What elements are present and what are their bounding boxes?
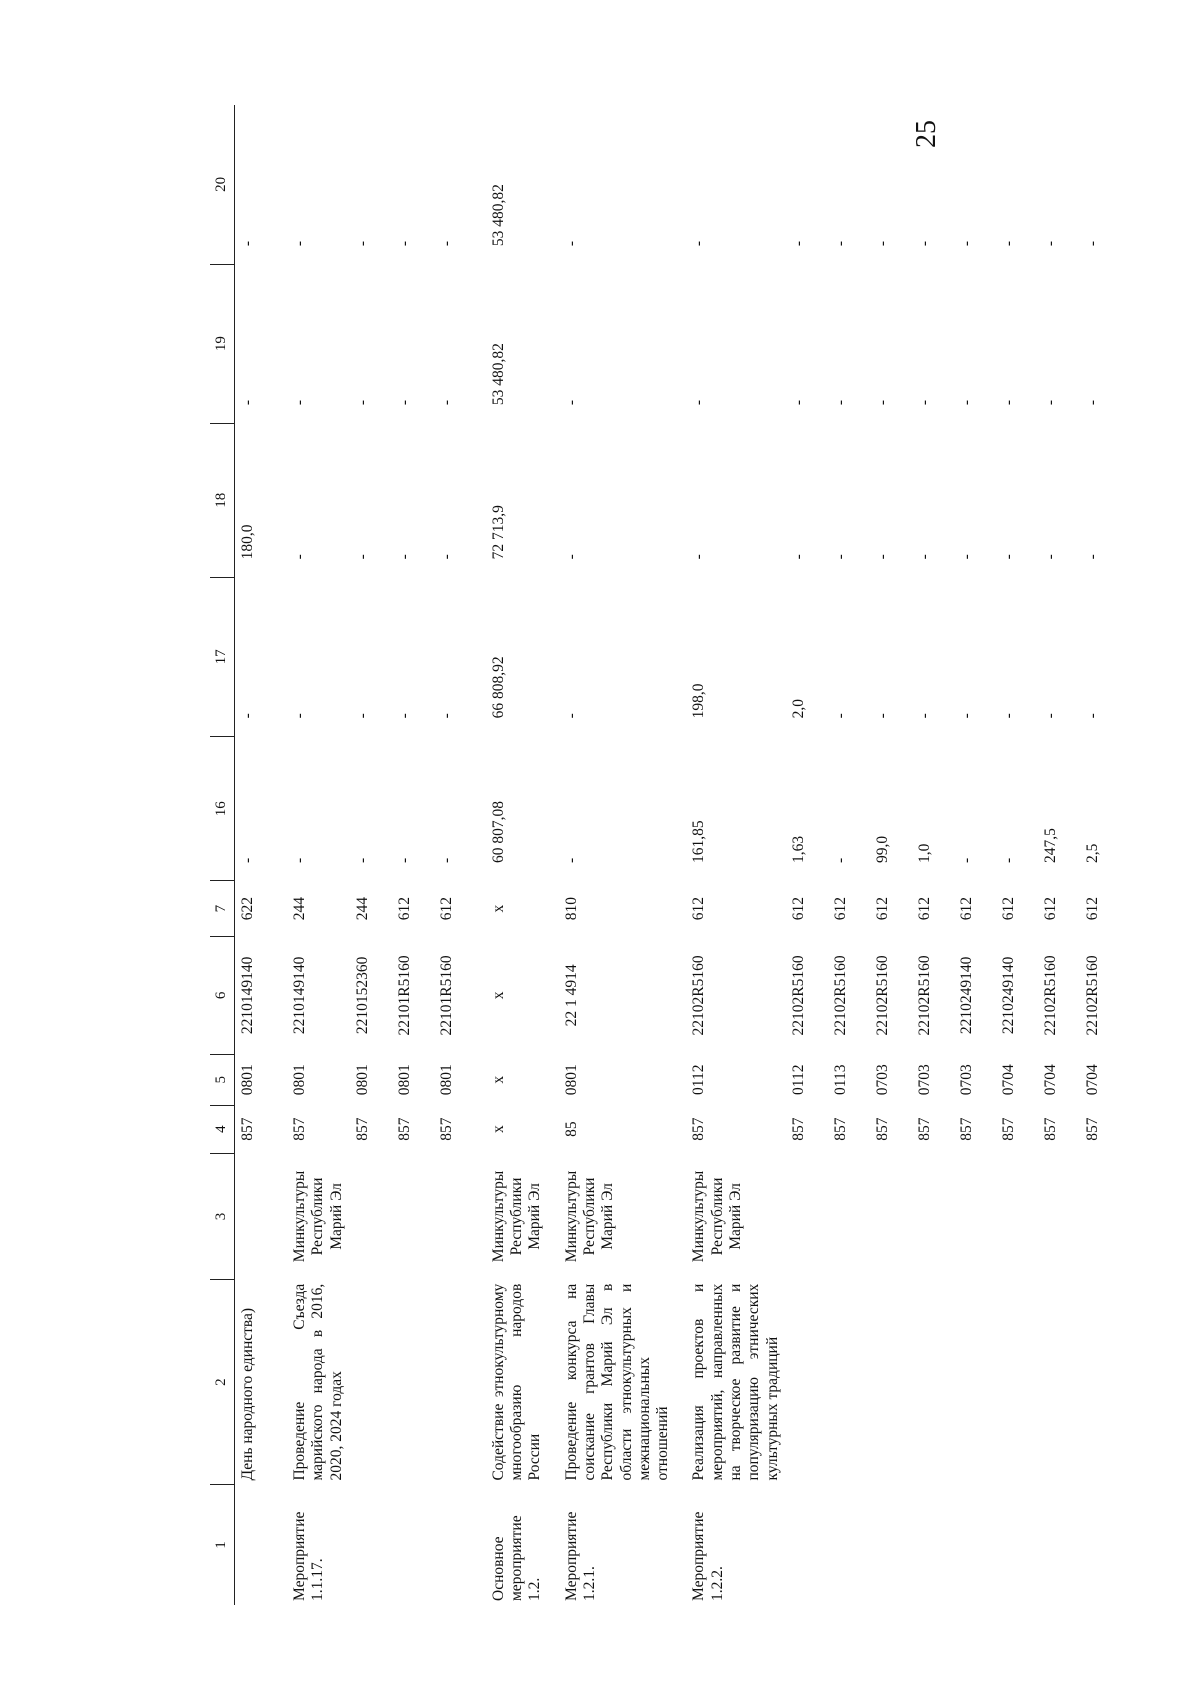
table-cell-c3: Минкультуры Республики Марий Эл <box>562 1170 617 1263</box>
table-cell-c6: 2210149140 <box>239 956 256 1035</box>
table-cell-c2 <box>786 1280 828 1485</box>
table-row <box>350 105 392 1605</box>
table-cell-c5: 0801 <box>562 1064 580 1096</box>
table-cell-c20: - <box>239 240 256 247</box>
table-cell-c20: - <box>915 240 933 247</box>
table-body <box>235 105 1122 1605</box>
table-cell-c6: 22102R5160 <box>1083 955 1101 1036</box>
header-cell: 17 <box>210 577 235 736</box>
table-cell-c18: - <box>353 554 371 560</box>
table-cell-c17: - <box>915 713 933 719</box>
table-cell-c7: 244 <box>291 897 308 921</box>
table-cell-c1 <box>912 1485 954 1605</box>
table-cell-c19: - <box>353 399 371 406</box>
table-cell-c16: - <box>562 857 580 863</box>
rotated-table-wrapper <box>210 105 1110 1605</box>
table-cell-c1 <box>392 1485 434 1605</box>
table-cell-c16: 1,63 <box>789 835 807 863</box>
header-cell: 3 <box>210 1153 235 1280</box>
table-cell-c3 <box>392 1153 434 1280</box>
table-cell-c2: Содействие этнокультурному многообразию народов России <box>489 1283 544 1481</box>
table-cell-c6: 22101R5160 <box>395 955 413 1036</box>
table-cell-c4: 857 <box>239 1117 256 1141</box>
table-cell-c1: Основное мероприятие 1.2. <box>489 1515 544 1601</box>
table-cell-c2: Реализация проектов и мероприятий, направленных на творческое развитие и популяризацию этнических культурных традиций <box>690 1283 781 1481</box>
table-cell-c1 <box>1080 1485 1122 1605</box>
table-cell-c20: - <box>999 240 1017 247</box>
table-cell-c7: 810 <box>562 897 580 921</box>
table-cell-c5: 0801 <box>291 1064 308 1096</box>
table-cell-c4: 857 <box>1041 1117 1059 1141</box>
table-cell-c4: 85 <box>562 1121 580 1137</box>
table-cell-c16: - <box>395 857 413 863</box>
table-cell-c3 <box>1038 1153 1080 1280</box>
table-row <box>1080 105 1122 1605</box>
table-cell-c6: 2210249140 <box>999 956 1017 1035</box>
table-row <box>549 105 677 1605</box>
table-cell-c7: 612 <box>915 897 933 921</box>
table-cell-c18: - <box>831 554 849 560</box>
table-cell-c5: 0703 <box>873 1064 891 1096</box>
table-cell-c20: 53 480,82 <box>489 184 507 247</box>
table-cell-c20: - <box>353 240 371 247</box>
table-cell-c4: 857 <box>1083 1117 1101 1141</box>
table-cell-c7: х <box>489 904 507 913</box>
table-cell-c5: 0704 <box>999 1064 1017 1096</box>
table-cell-c1 <box>350 1485 392 1605</box>
table-cell-c3: Минкультуры Республики Марий Эл <box>690 1170 744 1263</box>
table-cell-c17: 2,0 <box>789 699 807 719</box>
table-cell-c1 <box>996 1485 1038 1605</box>
table-cell-c1 <box>870 1485 912 1605</box>
table-cell-c3 <box>1080 1153 1122 1280</box>
table-cell-c6: 22102R5160 <box>1041 955 1059 1036</box>
table-cell-c1: Мероприятие 1.2.1. <box>562 1511 598 1601</box>
table-cell-c17: - <box>1041 713 1059 719</box>
table-cell-c7: 612 <box>831 897 849 921</box>
table-row <box>996 105 1038 1605</box>
budget-table <box>210 105 1122 1605</box>
table-cell-c16: - <box>957 857 975 863</box>
table-cell-c6: 2210152360 <box>353 956 371 1035</box>
table-cell-c5: 0112 <box>690 1064 708 1095</box>
table-cell-c17: - <box>1083 713 1101 719</box>
table-cell-c5: 0704 <box>1083 1064 1101 1096</box>
table-cell-c2 <box>1080 1280 1122 1485</box>
table-cell-c7: 612 <box>437 897 455 921</box>
table-cell-c16: - <box>999 857 1017 863</box>
table-row <box>786 105 828 1605</box>
table-cell-c3 <box>996 1153 1038 1280</box>
table-row <box>434 105 476 1605</box>
table-cell-c20: - <box>437 240 455 247</box>
table-cell-c2 <box>870 1280 912 1485</box>
header-cell: 18 <box>210 423 235 577</box>
table-cell-c5: 0801 <box>395 1064 413 1096</box>
table-cell-c19: - <box>562 399 580 406</box>
table-row <box>1038 105 1080 1605</box>
table-cell-c1 <box>434 1485 476 1605</box>
table-cell-c6: 22102R5160 <box>690 955 708 1036</box>
table-cell-c3 <box>350 1153 392 1280</box>
header-cell: 2 <box>210 1280 235 1485</box>
table-cell-c19: - <box>1083 399 1101 406</box>
table-cell-c17: - <box>239 713 256 719</box>
table-cell-c16: 2,5 <box>1083 843 1101 863</box>
table-cell-c2: Проведение Съезда марийского народа в 2016, 2020, 2024 годах <box>291 1283 345 1481</box>
table-cell-c17: - <box>353 713 371 719</box>
table-cell-c3 <box>912 1153 954 1280</box>
table-cell-c6: 2210149140 <box>291 956 308 1035</box>
table-cell-c5: х <box>489 1075 507 1084</box>
table-cell-c19: - <box>789 399 807 406</box>
table-cell-c16: - <box>437 857 455 863</box>
table-cell-c18: - <box>999 554 1017 560</box>
table-cell-c1: Мероприятие 1.2.2. <box>690 1511 726 1601</box>
table-cell-c19: - <box>437 399 455 406</box>
table-cell-c6: 22 1 4914 <box>562 964 580 1027</box>
table-cell-c5: 0801 <box>353 1064 371 1096</box>
table-cell-c18: - <box>1083 554 1101 560</box>
table-cell-c4: 857 <box>353 1117 371 1141</box>
table-row <box>954 105 996 1605</box>
table-cell-c7: 612 <box>789 897 807 921</box>
table-cell-c20: - <box>957 240 975 247</box>
table-cell-c3 <box>828 1153 870 1280</box>
table-cell-c19: - <box>291 399 308 406</box>
header-cell: 6 <box>210 936 235 1054</box>
table-cell-c18: - <box>291 554 308 560</box>
table-cell-c7: 244 <box>353 897 371 921</box>
table-cell-c2 <box>350 1280 392 1485</box>
table-cell-c4: 857 <box>831 1117 849 1141</box>
table-cell-c19: - <box>873 399 891 406</box>
table-cell-c20: - <box>873 240 891 247</box>
table-cell-c3 <box>786 1153 828 1280</box>
table-cell-c3 <box>235 1153 278 1280</box>
table-cell-c20: - <box>291 240 308 247</box>
table-cell-c19: - <box>957 399 975 406</box>
header-cell: 20 <box>210 105 235 264</box>
table-row <box>277 105 350 1605</box>
table-cell-c4: 857 <box>915 1117 933 1141</box>
table-cell-c2 <box>392 1280 434 1485</box>
table-cell-c18: - <box>957 554 975 560</box>
table-cell-c1 <box>786 1485 828 1605</box>
table-cell-c2 <box>954 1280 996 1485</box>
table-cell-c6: 22102R5160 <box>915 955 933 1036</box>
table-cell-c16: 99,0 <box>873 835 891 863</box>
table-cell-c6: 22101R5160 <box>437 955 455 1036</box>
table-cell-c3 <box>954 1153 996 1280</box>
header-row <box>210 105 235 1605</box>
table-cell-c6: 22102R5160 <box>831 955 849 1036</box>
table-cell-c4: 857 <box>690 1117 708 1141</box>
table-cell-c5: 0112 <box>789 1064 807 1095</box>
table-cell-c20: - <box>690 240 708 247</box>
table-cell-c20: - <box>789 240 807 247</box>
table-cell-c5: 0801 <box>239 1064 256 1096</box>
table-cell-c20: - <box>1083 240 1101 247</box>
table-cell-c18: - <box>395 554 413 560</box>
table-cell-c18: 180,0 <box>239 524 256 560</box>
table-cell-c18: - <box>690 554 708 560</box>
table-cell-c19: - <box>999 399 1017 406</box>
table-cell-c19: - <box>915 399 933 406</box>
table-cell-c4: 857 <box>789 1117 807 1141</box>
table-row <box>676 105 785 1605</box>
table-cell-c4: 857 <box>999 1117 1017 1141</box>
table-cell-c17: - <box>437 713 455 719</box>
table-cell-c6: х <box>489 991 507 1000</box>
table-cell-c7: 612 <box>1083 897 1101 921</box>
table-cell-c2 <box>828 1280 870 1485</box>
table-cell-c16: - <box>291 857 308 863</box>
table-cell-c18: - <box>789 554 807 560</box>
table-cell-c5: 0704 <box>1041 1064 1059 1096</box>
table-cell-c7: 612 <box>1041 897 1059 921</box>
table-cell-c17: 66 808,92 <box>489 656 507 719</box>
table-cell-c4: 857 <box>437 1117 455 1141</box>
table-cell-c17: - <box>957 713 975 719</box>
table-cell-c7: 612 <box>957 897 975 921</box>
header-cell: 1 <box>210 1485 235 1605</box>
table-cell-c7: 612 <box>873 897 891 921</box>
table-cell-c7: 612 <box>395 897 413 921</box>
table-cell-c2 <box>996 1280 1038 1485</box>
table-cell-c17: - <box>831 713 849 719</box>
table-row <box>476 105 549 1605</box>
page-number: 25 <box>911 120 942 148</box>
table-cell-c19: - <box>831 399 849 406</box>
header-cell: 5 <box>210 1054 235 1105</box>
table-cell-c3 <box>434 1153 476 1280</box>
table-cell-c4: 857 <box>291 1117 308 1141</box>
table-cell-c20: - <box>395 240 413 247</box>
table-cell-c19: - <box>690 399 708 406</box>
table-cell-c1 <box>1038 1485 1080 1605</box>
table-row <box>912 105 954 1605</box>
table-cell-c3 <box>870 1153 912 1280</box>
table-cell-c19: - <box>1041 399 1059 406</box>
table-cell-c16: - <box>831 857 849 863</box>
table-cell-c2 <box>1038 1280 1080 1485</box>
table-row <box>870 105 912 1605</box>
table-cell-c2 <box>434 1280 476 1485</box>
table-cell-c2: Проведение конкурса на соискание грантов Главы Республики Марий Эл в области этнокультурных и межнациональных отношений <box>562 1283 672 1481</box>
table-cell-c7: 612 <box>690 897 708 921</box>
table-cell-c18: - <box>437 554 455 560</box>
table-cell-c7: 612 <box>999 897 1017 921</box>
table-cell-c6: 22102R5160 <box>789 955 807 1036</box>
table-cell-c20: - <box>831 240 849 247</box>
table-cell-c7: 622 <box>239 897 256 921</box>
table-cell-c4: 857 <box>957 1117 975 1141</box>
table-cell-c17: - <box>999 713 1017 719</box>
table-cell-c4: 857 <box>873 1117 891 1141</box>
table-row <box>392 105 434 1605</box>
table-cell-c16: 60 807,08 <box>489 800 507 863</box>
table-cell-c19: - <box>395 399 413 406</box>
table-cell-c1 <box>235 1485 278 1605</box>
table-cell-c5: 0703 <box>915 1064 933 1096</box>
header-cell: 19 <box>210 264 235 423</box>
table-cell-c5: 0801 <box>437 1064 455 1096</box>
table-cell-c5: 0703 <box>957 1064 975 1096</box>
table-cell-c17: - <box>562 713 580 719</box>
table-cell-c5: 0113 <box>831 1064 849 1095</box>
table-cell-c17: 198,0 <box>690 683 708 719</box>
table-cell-c18: - <box>915 554 933 560</box>
table-cell-c18: - <box>1041 554 1059 560</box>
table-cell-c6: 22102R5160 <box>873 955 891 1036</box>
table-cell-c1: Мероприятие 1.1.17. <box>291 1511 327 1601</box>
table-cell-c2 <box>912 1280 954 1485</box>
table-cell-c17: - <box>395 713 413 719</box>
table-cell-c18: - <box>873 554 891 560</box>
table-cell-c20: - <box>1041 240 1059 247</box>
table-cell-c2: День народного единства) <box>239 1307 256 1481</box>
table-cell-c6: 2210249140 <box>957 956 975 1035</box>
table-cell-c19: 53 480,82 <box>489 343 507 406</box>
table-cell-c20: - <box>562 240 580 247</box>
header-cell: 16 <box>210 736 235 881</box>
table-row <box>828 105 870 1605</box>
table-cell-c1 <box>828 1485 870 1605</box>
table-cell-c16: 161,85 <box>690 820 708 863</box>
table-cell-c16: - <box>239 857 256 863</box>
table-cell-c17: - <box>291 713 308 719</box>
table-cell-c3: Минкультуры Республики Марий Эл <box>291 1170 345 1263</box>
table-cell-c1 <box>954 1485 996 1605</box>
header-cell: 4 <box>210 1105 235 1153</box>
table-cell-c19: - <box>239 399 256 406</box>
table-cell-c18: - <box>562 554 580 560</box>
table-cell-c17: - <box>873 713 891 719</box>
table-cell-c16: 1,0 <box>915 843 933 863</box>
table-cell-c4: 857 <box>395 1117 413 1141</box>
header-cell: 7 <box>210 881 235 936</box>
table-row <box>235 105 278 1605</box>
table-cell-c3: Минкультуры Республики Марий Эл <box>489 1170 544 1263</box>
table-cell-c18: 72 713,9 <box>489 505 507 560</box>
table-cell-c4: х <box>489 1125 507 1133</box>
table-cell-c16: - <box>353 857 371 863</box>
table-cell-c16: 247,5 <box>1041 828 1059 863</box>
